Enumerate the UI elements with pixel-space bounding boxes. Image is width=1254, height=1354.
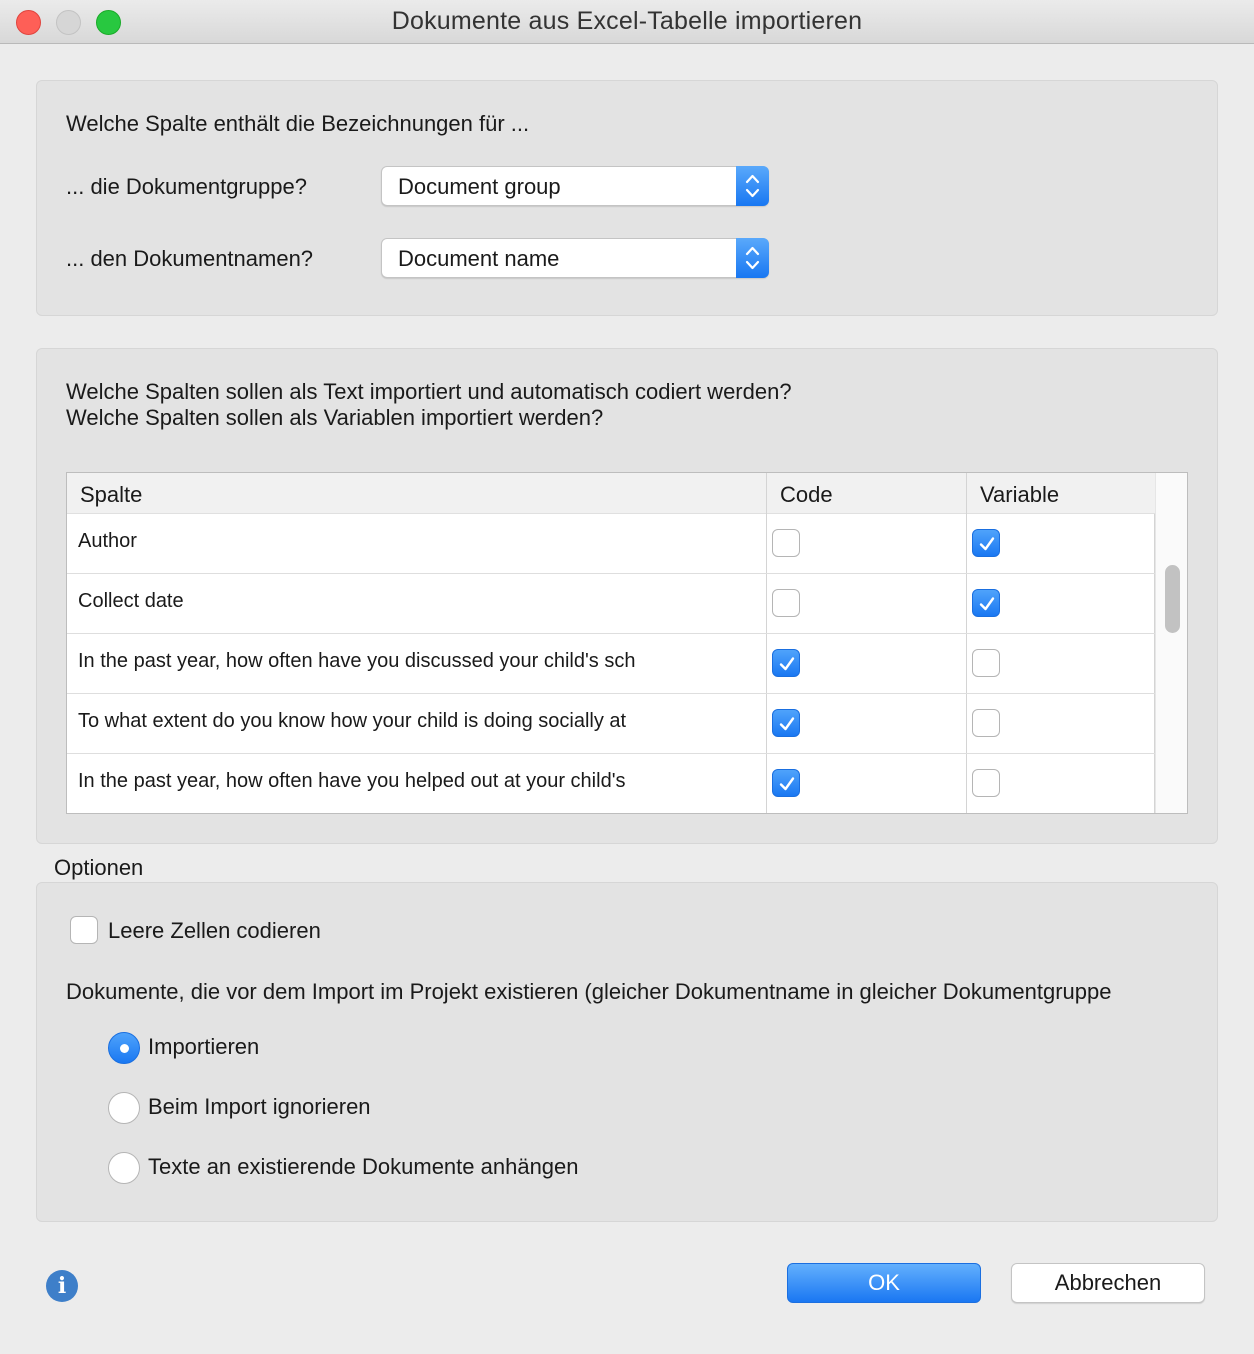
radio-selected-dot [120,1044,129,1053]
document-name-value: Document name [398,246,560,271]
code-checkbox[interactable] [772,529,800,557]
document-name-select[interactable] [381,238,769,278]
row-column-name: In the past year, how often have you helped out at your child's [78,770,626,792]
columns-question-1: Welche Spalten sollen als Text importiert und automatisch codiert werden? [66,379,792,404]
title-bar [0,0,1254,44]
variable-checkbox[interactable] [972,649,1000,677]
row-column-name: To what extent do you know how your child is doing socially at [78,710,627,732]
table-row[interactable] [67,574,1155,634]
radio-anhaengen[interactable] [108,1152,140,1184]
document-group-value: Document group [398,174,561,199]
group-label: ... die Dokumentgruppe? [66,174,307,199]
row-column-name: Author [78,530,137,552]
empty-cells-label: Leere Zellen codieren [108,918,321,943]
window-title: Dokumente aus Excel-Tabelle importieren [391,7,863,35]
minimize-window-button[interactable] [56,10,81,35]
options-title: Optionen [54,855,144,880]
row-column-name: In the past year, how often have you discussed your child's sch [78,650,636,672]
table-row[interactable] [67,694,1155,754]
table-scrollbar[interactable] [1155,473,1187,813]
select-arrows-icon [736,166,769,206]
maximize-window-button[interactable] [96,10,121,35]
close-window-button[interactable] [16,10,41,35]
columns-table [66,472,1188,814]
name-label: ... den Dokumentnamen? [66,246,314,271]
mapping-heading: Welche Spalte enthält die Bezeichnungen für ... [66,111,530,136]
radio-ignorieren[interactable] [108,1092,140,1124]
table-header [67,473,1187,514]
variable-checkbox[interactable] [972,589,1000,617]
variable-checkbox[interactable] [972,529,1000,557]
radio-importieren-label: Importieren [148,1034,260,1059]
row-column-name: Collect date [78,590,184,612]
code-checkbox[interactable] [772,769,800,797]
table-row[interactable] [67,634,1155,694]
radio-importieren[interactable] [108,1032,140,1064]
column-header-code[interactable]: Code [780,482,833,507]
existing-docs-text: Dokumente, die vor dem Import im Projekt existieren (gleicher Dokumentname in gleicher Dokumentgruppe [66,979,1112,1004]
code-checkbox[interactable] [772,649,800,677]
radio-anhaengen-label: Texte an existierende Dokumente anhängen [148,1154,579,1179]
radio-ignorieren-label: Beim Import ignorieren [148,1094,371,1119]
empty-cells-checkbox[interactable] [70,916,98,944]
column-header-spalte[interactable]: Spalte [80,482,143,507]
ok-button[interactable]: OK [787,1263,981,1303]
scrollbar-thumb[interactable] [1165,565,1180,633]
code-checkbox[interactable] [772,589,800,617]
table-row[interactable] [67,754,1155,814]
info-icon[interactable]: i [46,1270,78,1302]
variable-checkbox[interactable] [972,769,1000,797]
code-checkbox[interactable] [772,709,800,737]
cancel-button[interactable]: Abbrechen [1011,1263,1205,1303]
document-group-select[interactable] [381,166,769,206]
select-arrows-icon [736,238,769,278]
variable-checkbox[interactable] [972,709,1000,737]
column-header-variable[interactable]: Variable [980,482,1060,507]
table-row[interactable] [67,514,1155,574]
columns-question-2: Welche Spalten sollen als Variablen importiert werden? [66,405,604,430]
